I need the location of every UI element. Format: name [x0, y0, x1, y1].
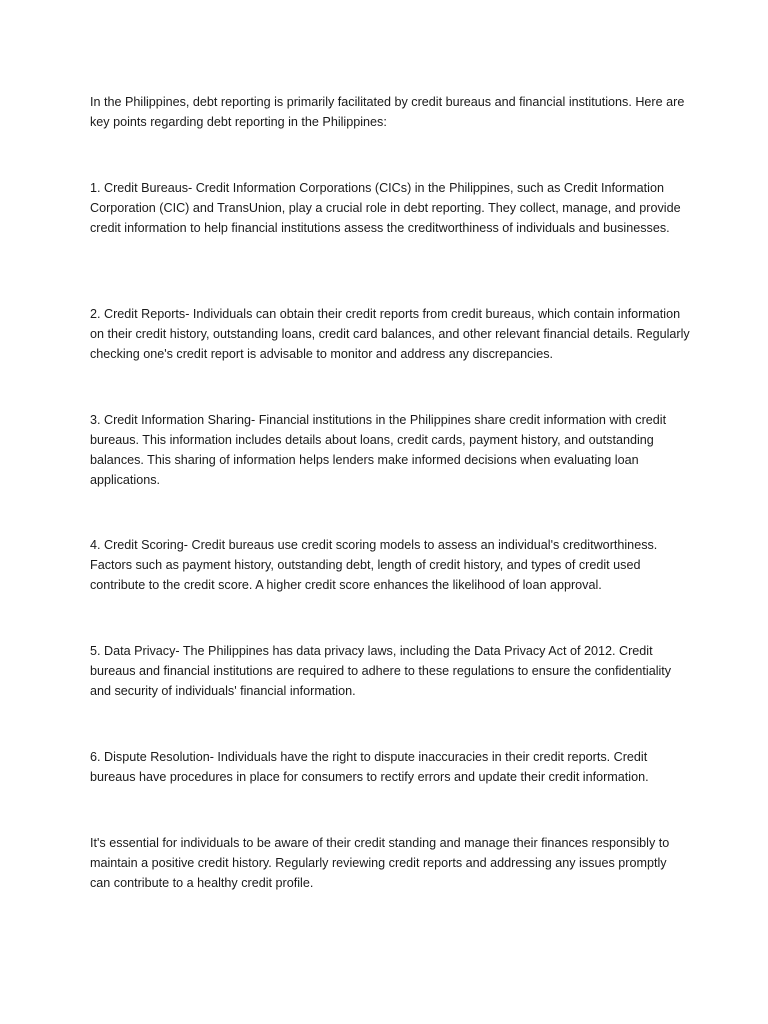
point-credit-scoring: 4. Credit Scoring- Credit bureaus use credit scoring models to assess an individual's creditworthiness. Factors such as payment history, outstanding debt, length of credit history, and types of credit used contribute to the credit score. A higher credit score enhances the likelihood of loan approval. [90, 538, 658, 592]
point-credit-information-sharing: 3. Credit Information Sharing- Financial institutions in the Philippines share credit information with credit bureaus. This information includes details about loans, credit cards, payment history, and outstanding balances. This sharing of information helps lenders make informed decisions when evaluating loan applications. [90, 413, 667, 487]
intro-paragraph: In the Philippines, debt reporting is primarily facilitated by credit bureaus and financial institutions. Here are key points regarding debt reporting in the Philippines: [90, 95, 685, 129]
point-credit-bureaus: 1. Credit Bureaus- Credit Information Corporations (CICs) in the Philippines, such as Credit Information Corporation (CIC) and TransUnion, play a crucial role in debt reporting. They collect, manage, and provide credit information to help financial institutions assess the creditworthiness of individuals and businesses. [90, 181, 681, 235]
conclusion-paragraph: It's essential for individuals to be aware of their credit standing and manage their finances responsibly to maintain a positive credit history. Regularly reviewing credit reports and addressing any issues promptly can contribute to a healthy credit profile. [90, 836, 670, 890]
point-dispute-resolution: 6. Dispute Resolution- Individuals have the right to dispute inaccuracies in their credit reports. Credit bureaus have procedures in place for consumers to rectify errors and update their credit information. [90, 750, 649, 784]
point-data-privacy: 5. Data Privacy- The Philippines has data privacy laws, including the Data Privacy Act of 2012. Credit bureaus and financial institutions are required to adhere to these regulations to ensure the confidentiality and security of individuals' financial information. [90, 644, 672, 698]
point-credit-reports: 2. Credit Reports- Individuals can obtain their credit reports from credit bureaus, which contain information on their credit history, outstanding loans, credit card balances, and other relevant financial details. Regularly checking one's credit report is advisable to monitor and address any discrepancies. [90, 307, 690, 361]
